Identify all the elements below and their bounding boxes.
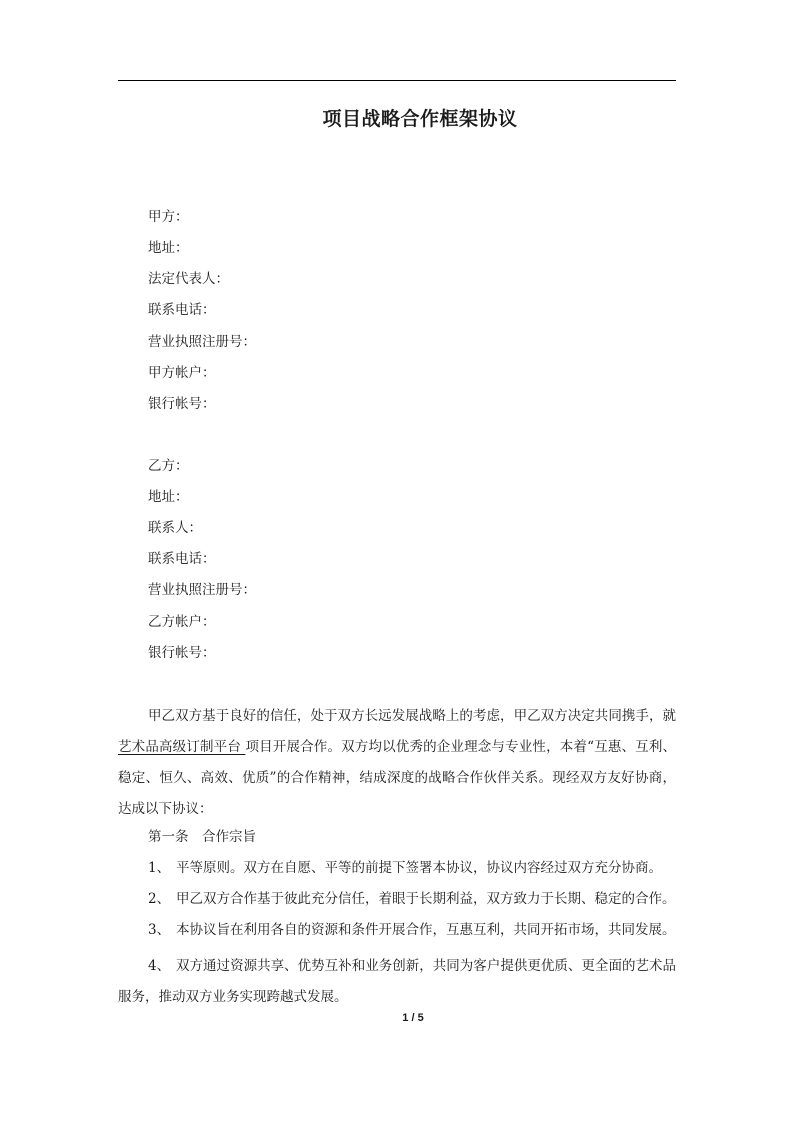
intro-after: 项目开展合作。双方均以优秀的企业理念与专业性，本着“互惠、互利、稳定、恒久、高效、优质”的合作精神，结成深度的战略合作伙伴关系。现经双方友好协商，达成以下协议： xyxy=(118,739,676,817)
party-a-license: 营业执照注册号： xyxy=(148,334,256,350)
article-1-item xyxy=(118,915,676,946)
item-text: 双方通过资源共享、优势互补和业务创新，共同为客户提供更优质、更全面的艺术品服务，推动双方业务实现跨越式发展。 xyxy=(118,958,676,1005)
article-1-item xyxy=(118,853,676,884)
party-b-label: 乙方： xyxy=(148,458,189,474)
party-b-account: 乙方帐户： xyxy=(148,614,216,630)
party-b-contact: 联系人： xyxy=(148,520,202,536)
intro-paragraph xyxy=(118,701,676,825)
party-b-phone: 联系电话： xyxy=(148,551,216,567)
party-b-address: 地址： xyxy=(148,489,189,505)
party-b-license: 营业执照注册号： xyxy=(148,582,256,598)
item-number: 2、 xyxy=(148,891,171,907)
header-rule xyxy=(118,80,676,81)
party-a-phone: 联系电话： xyxy=(148,302,216,318)
article-1-item xyxy=(118,951,676,1013)
party-a-label: 甲方： xyxy=(148,209,189,225)
item-text: 甲乙双方合作基于彼此充分信任，着眼于长期利益，双方致力于长期、稳定的合作。 xyxy=(176,891,676,907)
intro-before: 甲乙双方基于良好的信任，处于双方长远发展战略上的考虑，甲乙双方决定共同携手，就 xyxy=(148,708,676,724)
item-text: 本协议旨在利用各自的资源和条件开展合作，互惠互利，共同开拓市场，共同发展。 xyxy=(176,922,676,938)
item-number: 3、 xyxy=(148,922,171,938)
item-number: 4、 xyxy=(148,958,171,974)
article-1-item xyxy=(118,884,676,915)
item-text: 平等原则。双方在自愿、平等的前提下签署本协议，协议内容经过双方充分协商。 xyxy=(176,860,662,876)
party-a-account: 甲方帐户： xyxy=(148,365,216,381)
party-a-address: 地址： xyxy=(148,240,189,256)
party-b-bank-account: 银行帐号： xyxy=(148,645,216,661)
party-a-bank-account: 银行帐号： xyxy=(148,396,216,412)
project-name: 艺术品高级订制平台 xyxy=(118,739,246,755)
document-title: 项目战略合作框架协议 xyxy=(322,108,518,130)
article-1-heading: 第一条 合作宗旨 xyxy=(148,829,256,845)
item-number: 1、 xyxy=(148,860,171,876)
party-a-legal-rep: 法定代表人： xyxy=(148,271,229,287)
page-number: 1 / 5 xyxy=(402,1012,424,1024)
